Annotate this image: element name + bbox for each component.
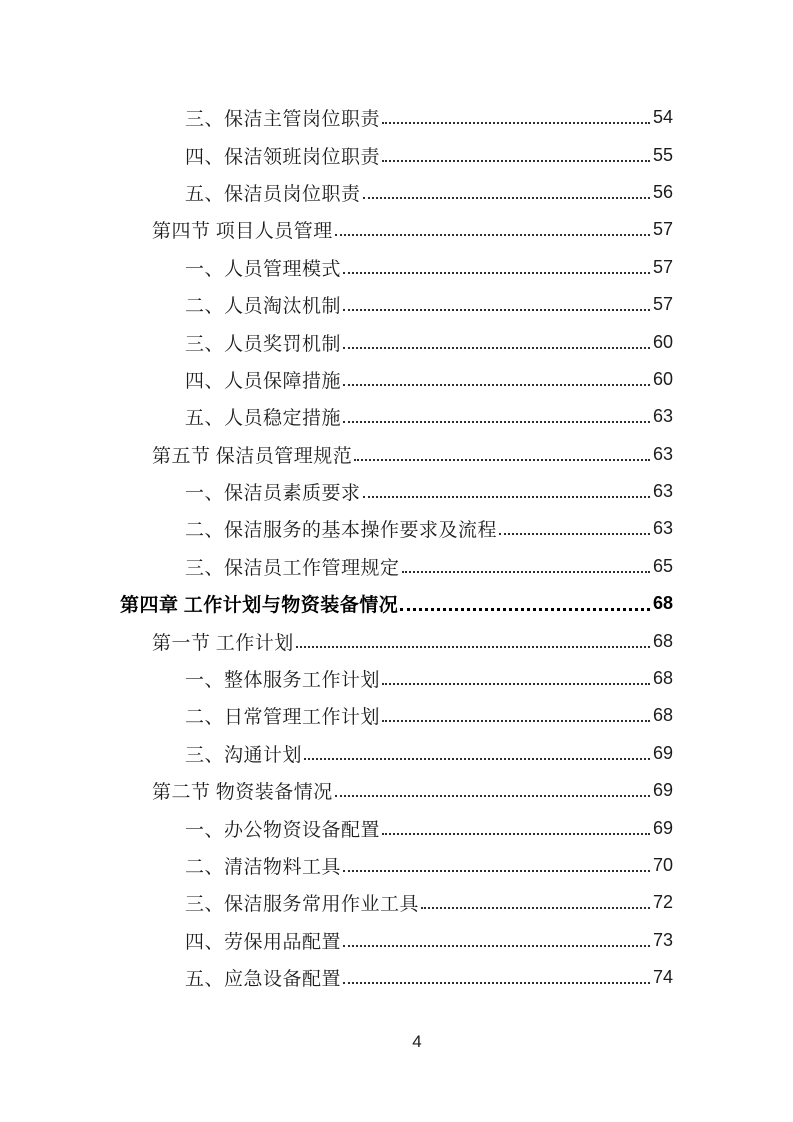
toc-entry[interactable] xyxy=(120,959,673,996)
toc-entry-title: 二、保洁服务的基本操作要求及流程 xyxy=(185,520,498,542)
dot-leader xyxy=(296,635,650,648)
toc-entry-page-number: 74 xyxy=(652,967,673,988)
toc-entry-page-number: 68 xyxy=(652,593,673,614)
toc-entry-title: 二、人员淘汰机制 xyxy=(185,296,342,318)
toc-entry[interactable] xyxy=(120,809,673,846)
toc-entry-title: 第二节 物资装备情况 xyxy=(152,782,333,804)
dot-leader xyxy=(382,709,650,722)
toc-entry[interactable] xyxy=(120,585,673,622)
toc-entry-page-number: 68 xyxy=(652,668,673,689)
dot-leader xyxy=(343,859,650,872)
toc-entry[interactable] xyxy=(120,697,673,734)
toc-entry[interactable] xyxy=(120,660,673,697)
toc-entry[interactable] xyxy=(120,473,673,510)
dot-leader xyxy=(343,336,650,349)
toc-entry[interactable] xyxy=(120,286,673,323)
toc-entry-page-number: 57 xyxy=(652,294,673,315)
dot-leader xyxy=(343,934,650,947)
dot-leader xyxy=(343,298,650,311)
dot-leader xyxy=(382,111,650,124)
toc-entry-title: 三、沟通计划 xyxy=(185,744,303,766)
table-of-contents xyxy=(120,99,673,996)
toc-entry-title: 三、保洁主管岗位职责 xyxy=(185,109,381,131)
toc-entry-page-number: 60 xyxy=(652,331,673,352)
toc-entry-page-number: 63 xyxy=(652,443,673,464)
toc-entry-page-number: 69 xyxy=(652,817,673,838)
toc-entry[interactable] xyxy=(120,436,673,473)
toc-entry-page-number: 70 xyxy=(652,855,673,875)
toc-entry-title: 一、人员管理模式 xyxy=(185,258,342,280)
dot-leader xyxy=(400,597,650,611)
toc-entry-title: 第五节 保洁员管理规范 xyxy=(152,445,353,467)
toc-entry[interactable] xyxy=(120,211,673,248)
dot-leader xyxy=(335,223,650,236)
dot-leader xyxy=(363,186,650,199)
toc-entry[interactable] xyxy=(120,847,673,884)
toc-entry-page-number: 57 xyxy=(652,256,673,277)
dot-leader xyxy=(382,149,650,162)
toc-entry-page-number: 60 xyxy=(652,368,673,389)
dot-leader xyxy=(499,522,650,535)
toc-entry-title: 五、人员稳定措施 xyxy=(185,408,342,430)
toc-entry-title: 五、保洁员岗位职责 xyxy=(185,183,361,205)
toc-entry-page-number: 55 xyxy=(652,144,673,165)
toc-entry[interactable] xyxy=(120,361,673,398)
toc-entry[interactable] xyxy=(120,622,673,659)
toc-entry[interactable] xyxy=(120,884,673,921)
toc-entry-title: 四、保洁领班岗位职责 xyxy=(185,146,381,168)
toc-entry-title: 第四章 工作计划与物资装备情况 xyxy=(120,595,399,617)
toc-entry[interactable] xyxy=(120,735,673,772)
toc-entry-title: 二、日常管理工作计划 xyxy=(185,707,381,729)
toc-entry-page-number: 69 xyxy=(652,742,673,763)
toc-entry-page-number: 65 xyxy=(652,555,673,576)
toc-entry-title: 第四节 项目人员管理 xyxy=(152,221,333,243)
toc-entry-title: 四、劳保用品配置 xyxy=(185,931,342,953)
toc-entry[interactable] xyxy=(120,136,673,173)
toc-entry-page-number: 68 xyxy=(652,630,673,651)
dot-leader xyxy=(354,448,650,461)
dot-leader xyxy=(335,784,650,797)
toc-entry-page-number: 72 xyxy=(652,892,673,913)
toc-entry-page-number: 63 xyxy=(652,406,673,427)
dot-leader xyxy=(343,410,650,423)
dot-leader xyxy=(402,560,650,573)
toc-entry[interactable] xyxy=(120,323,673,360)
dot-leader xyxy=(343,373,650,386)
toc-entry-title: 五、应急设备配置 xyxy=(185,969,342,991)
toc-entry-page-number: 57 xyxy=(652,219,673,240)
toc-entry[interactable] xyxy=(120,510,673,547)
dot-leader xyxy=(421,896,650,909)
toc-entry[interactable] xyxy=(120,772,673,809)
toc-entry-title: 三、人员奖罚机制 xyxy=(185,333,342,355)
toc-entry-page-number: 54 xyxy=(652,107,673,128)
dot-leader xyxy=(363,485,650,498)
toc-entry-title: 二、清洁物料工具 xyxy=(185,857,342,878)
toc-entry[interactable] xyxy=(120,99,673,136)
footer-page-number: 4 xyxy=(412,1032,422,1051)
toc-entry-title: 三、保洁员工作管理规定 xyxy=(185,557,400,579)
toc-entry-page-number: 63 xyxy=(652,481,673,502)
toc-entry-title: 一、整体服务工作计划 xyxy=(185,670,381,692)
toc-entry[interactable] xyxy=(120,174,673,211)
toc-entry-title: 第一节 工作计划 xyxy=(152,632,294,654)
toc-entry-title: 四、人员保障措施 xyxy=(185,370,342,392)
dot-leader xyxy=(382,822,650,835)
toc-entry-title: 一、保洁员素质要求 xyxy=(185,483,361,505)
dot-leader xyxy=(343,261,650,274)
toc-entry-title: 三、保洁服务常用作业工具 xyxy=(185,894,420,916)
toc-entry[interactable] xyxy=(120,249,673,286)
toc-entry[interactable] xyxy=(120,922,673,959)
toc-entry-page-number: 69 xyxy=(652,780,673,801)
toc-entry[interactable] xyxy=(120,548,673,585)
dot-leader xyxy=(382,672,650,685)
toc-entry[interactable] xyxy=(120,398,673,435)
toc-entry-page-number: 56 xyxy=(652,181,673,202)
toc-entry-title: 一、办公物资设备配置 xyxy=(185,819,381,841)
toc-entry-page-number: 73 xyxy=(652,929,673,950)
dot-leader xyxy=(343,971,650,984)
dot-leader xyxy=(304,747,650,760)
toc-entry-page-number: 68 xyxy=(652,705,673,726)
toc-entry-page-number: 63 xyxy=(652,518,673,539)
